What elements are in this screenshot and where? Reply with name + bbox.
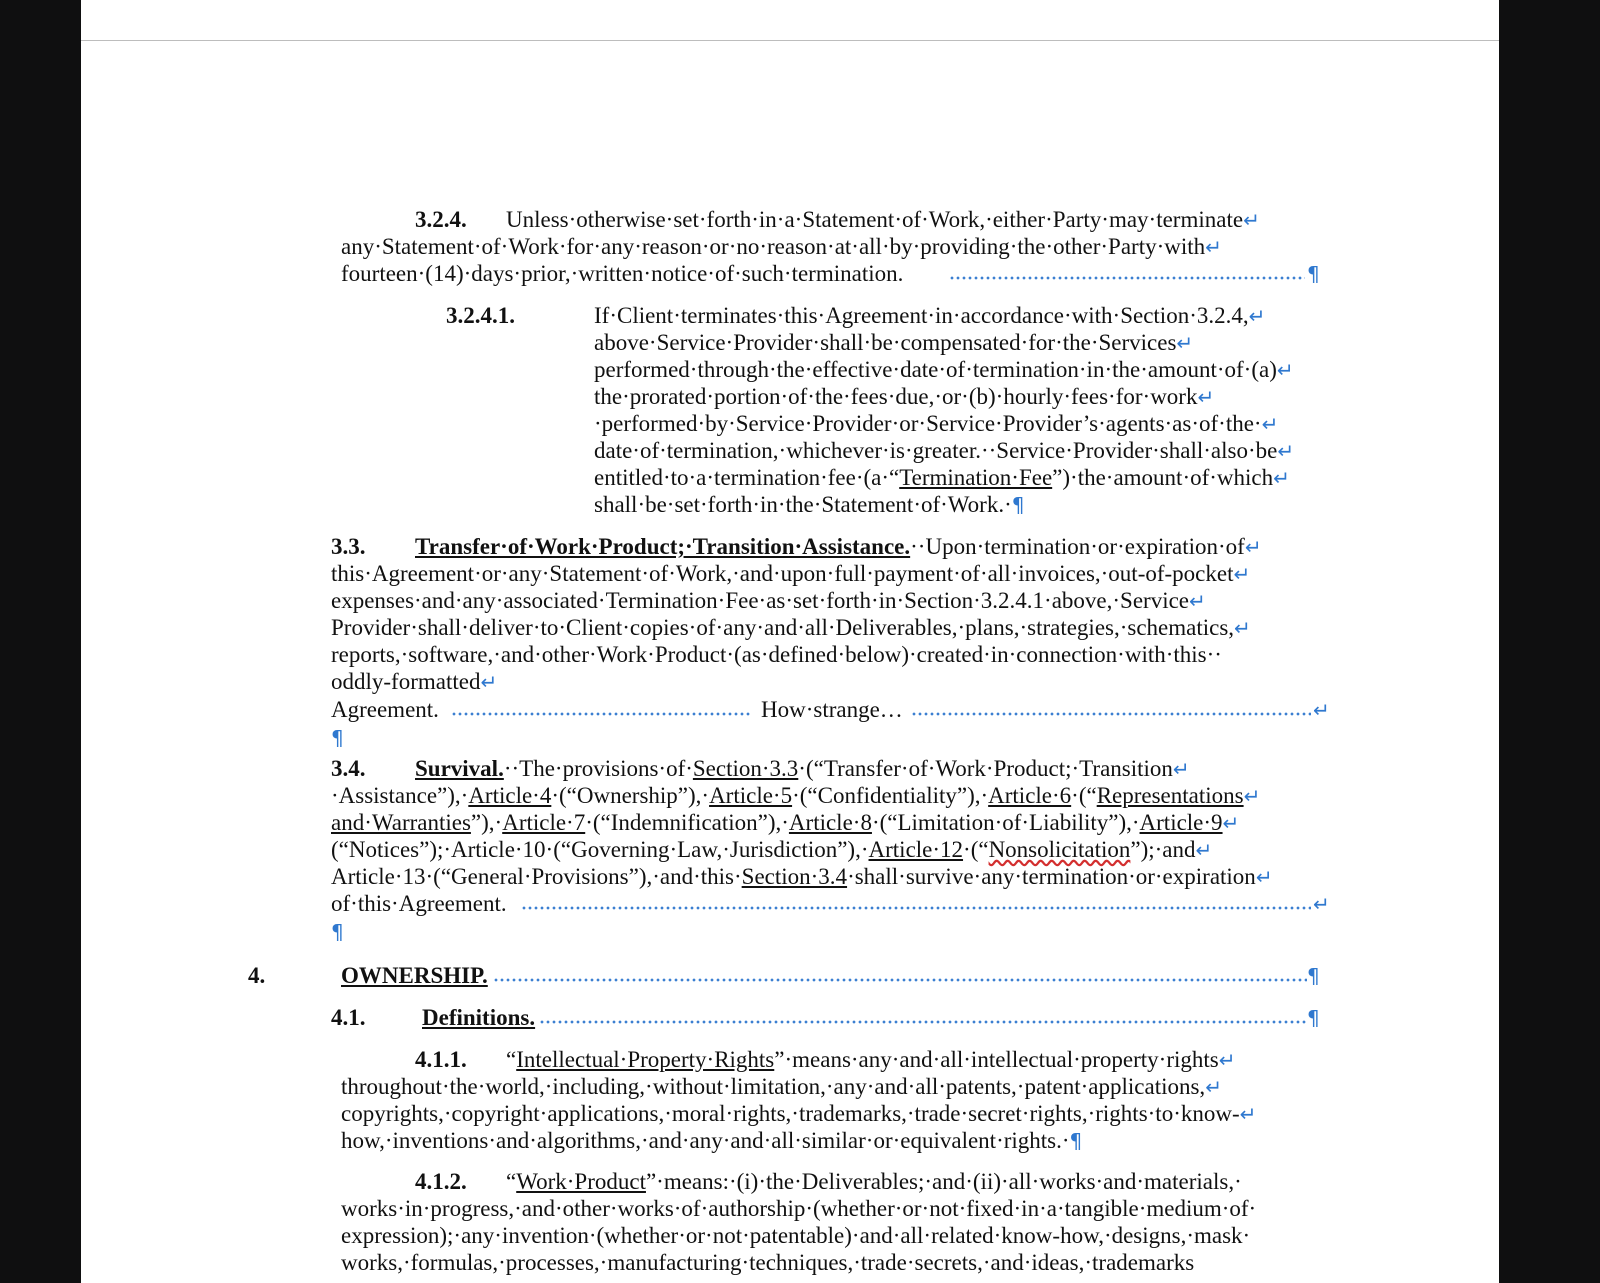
paragraph-line: Unless·otherwise·set·forth·in·a·Statement·of·Work,·either·Party·may·terminate↵ bbox=[506, 207, 1260, 232]
paragraph-line: throughout·the·world,·including,·without·limitation,·any·and·all·patents,·patent·applications,↵ bbox=[341, 1074, 1222, 1099]
paragraph-line: shall·be·set·forth·in·the·Statement·of·Work.·¶ bbox=[594, 492, 1025, 517]
paragraph-line: date·of·termination,·whichever·is·greater.··Service·Provider·shall·also·be↵ bbox=[594, 438, 1295, 463]
tab-leader bbox=[539, 1020, 1307, 1024]
paragraph-line: how,·inventions·and·algorithms,·and·any·and·all·similar·or·equivalent·rights.·¶ bbox=[341, 1128, 1083, 1153]
document-page bbox=[81, 0, 1499, 1283]
line-break-mark: ↵ bbox=[1239, 1102, 1257, 1126]
defined-term: Work·Product bbox=[516, 1169, 646, 1194]
section-number-4-1-2: 4.1.2. bbox=[415, 1169, 467, 1194]
pilcrow-mark: ¶ bbox=[331, 726, 344, 750]
paragraph-line: this·Agreement·or·any·Statement·of·Work,·and·upon·full·payment·of·all·invoices,·out-of-pocket↵ bbox=[331, 561, 1251, 586]
paragraph-line: works,·formulas,·processes,·manufacturing·techniques,·trade·secrets,·and·ideas,·trademarks bbox=[341, 1250, 1195, 1275]
pilcrow-mark: ¶ bbox=[1069, 1129, 1083, 1153]
line-break-mark: ↵ bbox=[1255, 865, 1273, 889]
section-number-3-2-4-1: 3.2.4.1. bbox=[446, 303, 515, 328]
line-break-mark: ↵ bbox=[1189, 589, 1206, 613]
cross-reference-link[interactable]: Representations bbox=[1096, 783, 1244, 808]
tab-leader bbox=[949, 276, 1305, 280]
line-break-mark: ↵ bbox=[1195, 838, 1213, 862]
line-break-mark: ↵ bbox=[1243, 784, 1261, 808]
line-break-mark: ↵ bbox=[1313, 698, 1330, 722]
line-break-mark: ↵ bbox=[1261, 412, 1279, 436]
line-break-mark: ↵ bbox=[1218, 1048, 1236, 1072]
line-break-mark: ↵ bbox=[1244, 535, 1262, 559]
paragraph-line: Article·13·(“General·Provisions”),·and·this·Section·3.4·shall·survive·any·termination·or·expiration↵ bbox=[331, 864, 1273, 889]
section-number-4-1-1: 4.1.1. bbox=[415, 1047, 467, 1072]
paragraph-line: Survival.··The·provisions·of·Section·3.3·(“Transfer·of·Work·Product;·Transition↵ bbox=[415, 756, 1190, 781]
paragraph-line: ·Assistance”),·Article·4·(“Ownership”),·Article·5·(“Confidentiality”),·Article·6·(“Representations↵ bbox=[331, 783, 1261, 808]
cross-reference-link[interactable]: Section·3.3 bbox=[692, 756, 799, 781]
cross-reference-link[interactable]: Article·9 bbox=[1139, 810, 1223, 835]
line-break-mark: ↵ bbox=[1243, 208, 1260, 232]
section-number-3-3: 3.3. bbox=[331, 534, 366, 559]
line-break-mark: ↵ bbox=[1276, 358, 1294, 382]
document-body[interactable] bbox=[81, 0, 1499, 1283]
line-break-mark: ↵ bbox=[1313, 892, 1330, 916]
paragraph-line: If·Client·terminates·this·Agreement·in·accordance·with·Section·3.2.4,↵ bbox=[594, 303, 1266, 328]
line-break-mark: ↵ bbox=[1205, 1075, 1222, 1099]
pilcrow-mark: ¶ bbox=[1307, 964, 1320, 988]
tab-leader bbox=[451, 712, 751, 716]
section-number-4-1: 4.1. bbox=[331, 1005, 366, 1030]
section-number-3-2-4: 3.2.4. bbox=[415, 207, 467, 232]
pilcrow-mark: ¶ bbox=[1011, 493, 1025, 517]
paragraph-line: above·Service·Provider·shall·be·compensated·for·the·Services↵ bbox=[594, 330, 1194, 355]
paragraph-line: entitled·to·a·termination·fee·(a·“Termination·Fee”)·the·amount·of·which↵ bbox=[594, 465, 1290, 490]
paragraph-line: fourteen·(14)·days·prior,·written·notice·of·such·termination. bbox=[341, 261, 904, 286]
section-heading-3-3: Transfer·of·Work·Product;·Transition·Assistance. bbox=[415, 534, 911, 559]
pilcrow-mark: ¶ bbox=[1307, 262, 1320, 286]
paragraph-line: “Work·Product”·means:·(i)·the·Deliverables;·and·(ii)·all·works·and·materials,· bbox=[506, 1169, 1242, 1194]
paragraph-line: expression);·any·invention·(whether·or·not·patentable)·and·all·related·know-how,·designs,·mask· bbox=[341, 1223, 1251, 1248]
paragraph-line: copyrights,·copyright·applications,·moral·rights,·trademarks,·trade·secret·rights,·rights·to·know-↵ bbox=[341, 1101, 1257, 1126]
cross-reference-link[interactable]: Article·8 bbox=[788, 810, 872, 835]
line-break-mark: ↵ bbox=[1176, 331, 1194, 355]
paragraph-line: of·this·Agreement. bbox=[331, 891, 507, 916]
section-heading-4: OWNERSHIP. bbox=[341, 963, 488, 988]
paragraph-line: Transfer·of·Work·Product;·Transition·Assistance.··Upon·termination·or·expiration·of↵ bbox=[415, 534, 1262, 559]
cross-reference-link[interactable]: Article·4 bbox=[468, 783, 552, 808]
line-break-mark: ↵ bbox=[1205, 235, 1222, 259]
defined-term: Intellectual·Property·Rights bbox=[516, 1047, 775, 1072]
centered-tab-text: How·strange… bbox=[761, 697, 903, 722]
section-number-4: 4. bbox=[248, 963, 266, 988]
line-break-mark: ↵ bbox=[1277, 439, 1295, 463]
cross-reference-link[interactable]: Article·6 bbox=[988, 783, 1072, 808]
line-break-mark: ↵ bbox=[1233, 562, 1251, 586]
line-break-mark: ↵ bbox=[480, 670, 498, 694]
line-break-mark: ↵ bbox=[1197, 385, 1215, 409]
cross-reference-link[interactable]: Article·5 bbox=[709, 783, 793, 808]
defined-term-termination-fee: Termination·Fee bbox=[899, 465, 1053, 490]
cross-reference-link[interactable]: Article·12 bbox=[868, 837, 964, 862]
paragraph-line: expenses·and·any·associated·Termination·Fee·as·set·forth·in·Section·3.2.4.1·above,·Service↵ bbox=[331, 588, 1206, 613]
paragraph-line: any·Statement·of·Work·for·any·reason·or·no·reason·at·all·by·providing·the·other·Party·with↵ bbox=[341, 234, 1222, 259]
cross-reference-link[interactable]: and·Warranties bbox=[331, 810, 471, 835]
tab-leader bbox=[911, 712, 1311, 716]
line-break-mark: ↵ bbox=[1273, 466, 1290, 490]
cross-reference-link[interactable]: Article·7 bbox=[502, 810, 586, 835]
paragraph-line: the·prorated·portion·of·the·fees·due,·or·(b)·hourly·fees·for·work↵ bbox=[594, 384, 1215, 409]
spelling-error-word[interactable]: Nonsolicitation bbox=[988, 837, 1131, 862]
paragraph-line: and·Warranties”),·Article·7·(“Indemnification”),·Article·8·(“Limitation·of·Liability”),·Article·9↵ bbox=[331, 810, 1240, 835]
line-break-mark: ↵ bbox=[1234, 616, 1251, 640]
paragraph-line: (“Notices”);·Article·10·(“Governing·Law,·Jurisdiction”),·Article·12·(“Nonsolicitation”);·and↵ bbox=[331, 837, 1213, 862]
pilcrow-mark: ¶ bbox=[1307, 1006, 1320, 1030]
paragraph-line: Provider·shall·deliver·to·Client·copies·of·any·and·all·Deliverables,·plans,·strategies,·schematics,↵ bbox=[331, 615, 1251, 640]
paragraph-line: oddly-formatted↵ bbox=[331, 669, 498, 694]
line-break-mark: ↵ bbox=[1172, 757, 1190, 781]
pilcrow-mark: ¶ bbox=[331, 920, 344, 944]
paragraph-line: Agreement. bbox=[331, 697, 439, 722]
line-break-mark: ↵ bbox=[1248, 304, 1266, 328]
section-number-3-4: 3.4. bbox=[331, 756, 366, 781]
tab-leader bbox=[493, 978, 1307, 982]
section-heading-4-1: Definitions. bbox=[422, 1005, 536, 1030]
line-break-mark: ↵ bbox=[1222, 811, 1240, 835]
paragraph-line: ·performed·by·Service·Provider·or·Service·Provider’s·agents·as·of·the·↵ bbox=[594, 411, 1279, 436]
paragraph-line: reports,·software,·and·other·Work·Product·(as·defined·below)·created·in·connection·with·this·· bbox=[331, 642, 1222, 667]
paragraph-line: works·in·progress,·and·other·works·of·authorship·(whether·or·not·fixed·in·a·tangible·medium·of· bbox=[341, 1196, 1257, 1221]
paragraph-line: “Intellectual·Property·Rights”·means·any·and·all·intellectual·property·rights↵ bbox=[506, 1047, 1236, 1072]
tab-leader bbox=[521, 906, 1311, 910]
section-heading-3-4: Survival. bbox=[415, 756, 504, 781]
paragraph-line: performed·through·the·effective·date·of·termination·in·the·amount·of·(a)↵ bbox=[594, 357, 1294, 382]
cross-reference-link[interactable]: Section·3.4 bbox=[741, 864, 848, 889]
